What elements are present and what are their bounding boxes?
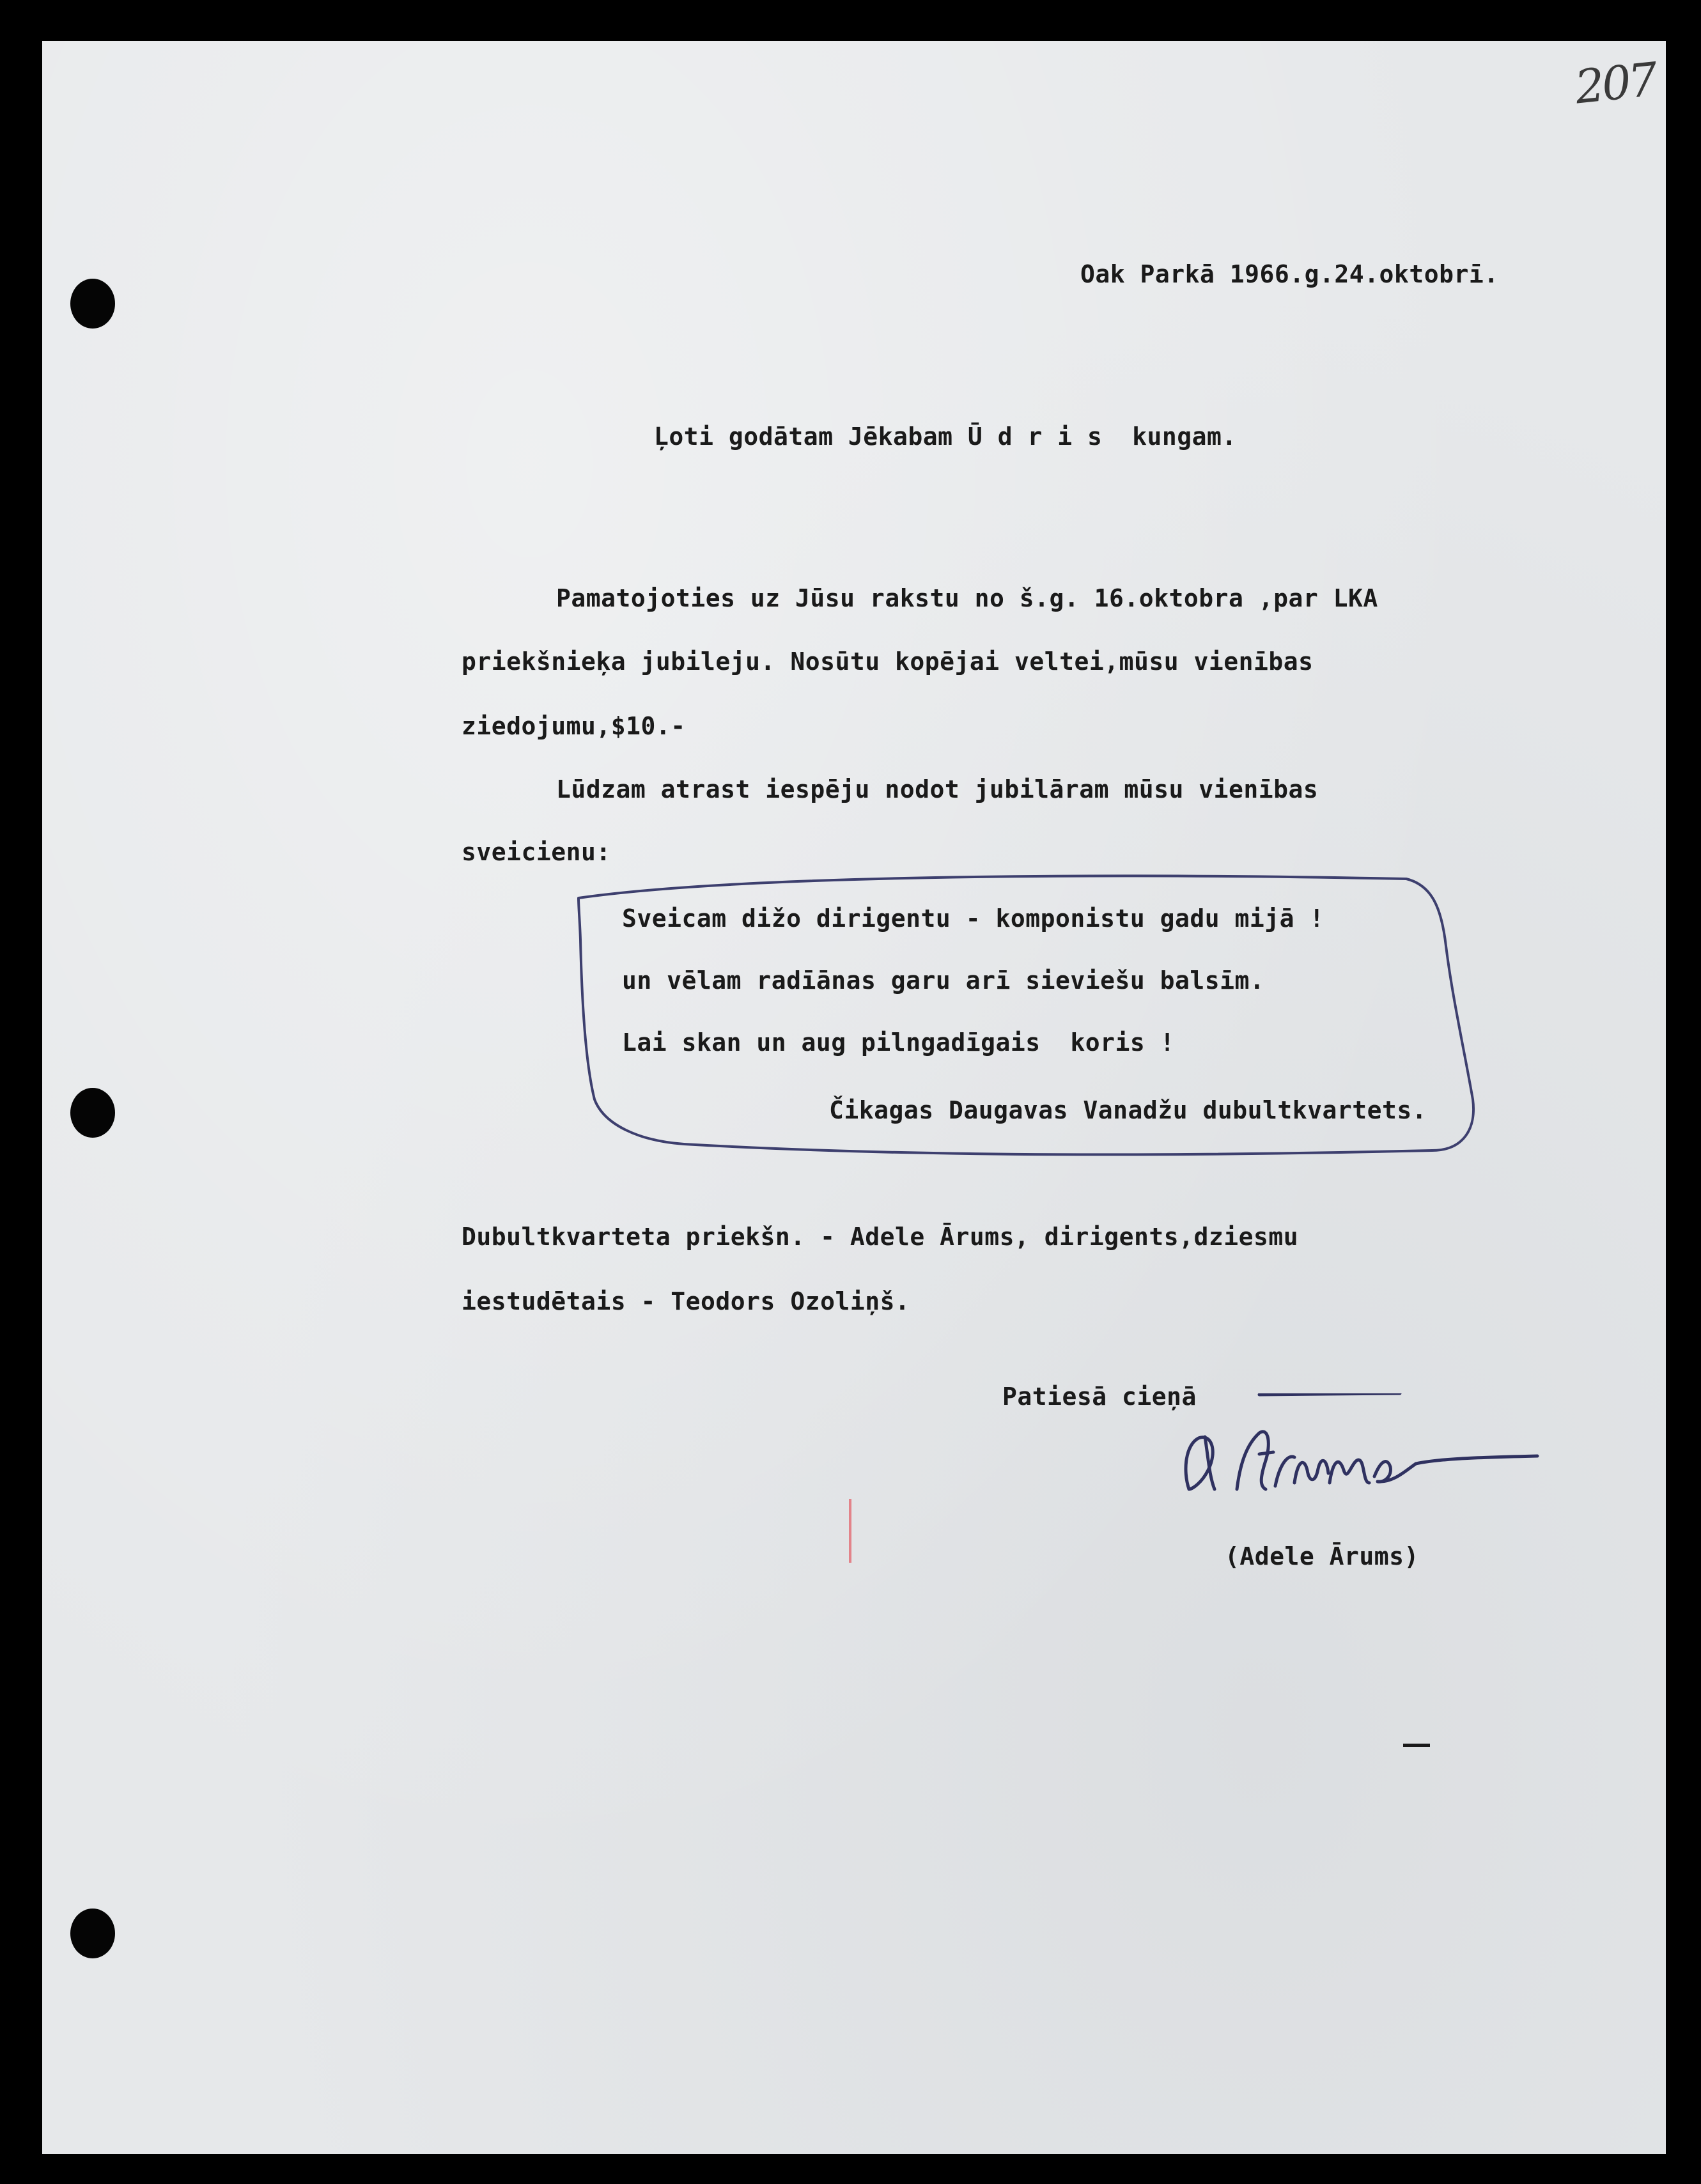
handwritten-signature: [1163, 1393, 1547, 1508]
date-line: Oak Parkā 1966.g.24.oktobrī.: [1080, 260, 1499, 288]
page-number: 207: [1573, 52, 1658, 114]
salutation: Ļoti godātam Jēkabam Ū d r i s kungam.: [654, 422, 1237, 451]
body-line: Lūdzam atrast iespēju nodot jubilāram mūsu vienības: [556, 775, 1319, 803]
greeting-line: Lai skan un aug pilngadīgais koris !: [622, 1028, 1175, 1057]
signature-name: (Adele Ārums): [1225, 1542, 1419, 1570]
body-line: Pamatojoties uz Jūsu rakstu no š.g. 16.oktobra ,par LKA: [556, 584, 1378, 612]
body-line: priekšnieķa jubileju. Nosūtu kopējai veltei,mūsu vienības: [462, 647, 1314, 676]
body-line: ziedojumu,$10.-: [462, 712, 686, 740]
dash-mark: [1403, 1744, 1430, 1747]
greeting-line: Sveicam dižo dirigentu - komponistu gadu mijā !: [622, 904, 1324, 933]
greeting-line: un vēlam radīānas garu arī sieviešu balsīm.: [622, 966, 1265, 995]
body-line: sveicienu:: [462, 838, 611, 866]
credits-line: iestudētais - Teodors Ozoliņš.: [462, 1287, 910, 1315]
closing: Patiesā cieņā: [1002, 1382, 1197, 1411]
greeting-line: Čikagas Daugavas Vanadžu dubultkvartets.: [829, 1096, 1427, 1124]
credits-line: Dubultkvarteta priekšn. - Adele Ārums, dirigents,dziesmu: [462, 1223, 1299, 1251]
red-pencil-mark: [849, 1499, 851, 1563]
